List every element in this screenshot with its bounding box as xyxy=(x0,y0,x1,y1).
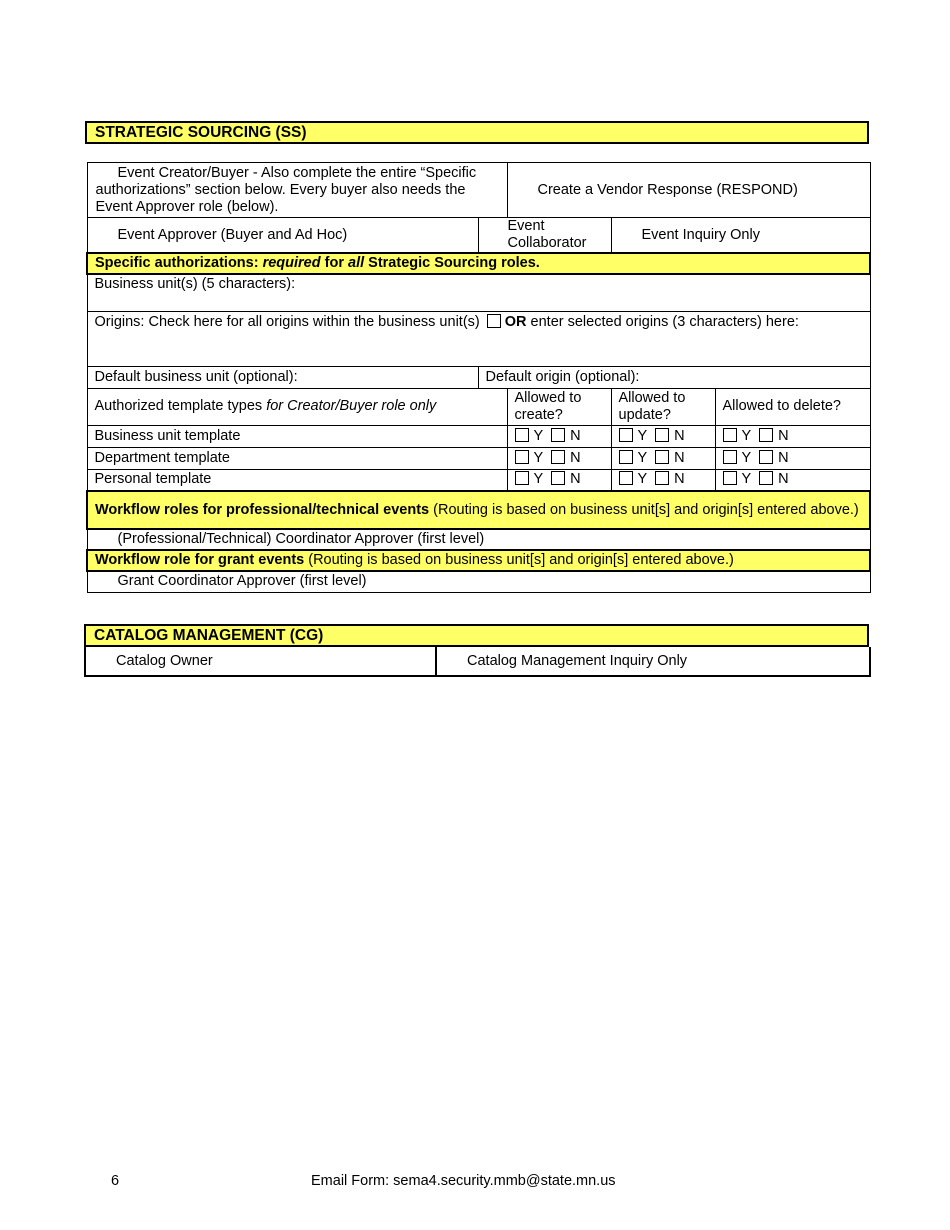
page-number: 6 xyxy=(111,1173,120,1189)
role-event-inquiry-only[interactable]: Event Inquiry Only xyxy=(611,218,870,254)
update-yn: Y N xyxy=(611,447,715,469)
create-no-checkbox[interactable] xyxy=(551,428,565,442)
update-yn: Y N xyxy=(611,469,715,491)
ss-section-header xyxy=(85,121,869,144)
delete-yes-checkbox[interactable] xyxy=(723,471,737,485)
update-no-checkbox[interactable] xyxy=(655,428,669,442)
delete-yn: Y N xyxy=(715,469,870,491)
cg-section-header xyxy=(84,624,869,647)
update-yes-checkbox[interactable] xyxy=(619,428,633,442)
cg-form-table xyxy=(84,647,871,677)
role-event-approver[interactable]: Event Approver (Buyer and Ad Hoc) xyxy=(87,218,478,254)
delete-yn: Y N xyxy=(715,425,870,447)
create-no-checkbox[interactable] xyxy=(551,471,565,485)
origins-field[interactable]: Origins: Check here for all origins within the business unit(s) OR enter selected origins (3 characters) here: xyxy=(87,311,870,366)
delete-yes-checkbox[interactable] xyxy=(723,450,737,464)
ss-section-title: STRATEGIC SOURCING (SS) xyxy=(95,124,307,141)
role-event-collaborator[interactable]: Event Collaborator xyxy=(478,218,611,254)
cg-section-title: CATALOG MANAGEMENT (CG) xyxy=(94,627,324,644)
role-catalog-owner[interactable]: Catalog Owner xyxy=(85,647,436,676)
default-origin-field[interactable]: Default origin (optional): xyxy=(478,366,870,388)
template-name: Business unit template xyxy=(87,425,507,447)
origins-label: Origins: Check here for all origins within the business unit(s) xyxy=(94,313,480,330)
delete-no-checkbox[interactable] xyxy=(759,428,773,442)
specific-authorizations-header: Specific authorizations: required for all Strategic Sourcing roles. xyxy=(87,253,870,274)
template-name: Department template xyxy=(87,447,507,469)
footer-email: Email Form: sema4.security.mmb@state.mn.us xyxy=(311,1173,616,1189)
create-yn: Y N xyxy=(507,425,611,447)
delete-no-checkbox[interactable] xyxy=(759,471,773,485)
table-row xyxy=(87,469,870,491)
create-yes-checkbox[interactable] xyxy=(515,471,529,485)
update-yes-checkbox[interactable] xyxy=(619,450,633,464)
allowed-create-header: Allowed to create? xyxy=(507,388,611,425)
allowed-update-header: Allowed to update? xyxy=(611,388,715,425)
role-grant-coordinator-approver[interactable]: Grant Coordinator Approver (first level) xyxy=(87,571,870,592)
role-create-vendor-response[interactable]: Create a Vendor Response (RESPOND) xyxy=(507,163,870,218)
role-catalog-inquiry-only[interactable]: Catalog Management Inquiry Only xyxy=(436,647,870,676)
update-yn: Y N xyxy=(611,425,715,447)
all-origins-checkbox[interactable] xyxy=(487,314,501,328)
delete-no-checkbox[interactable] xyxy=(759,450,773,464)
role-event-creator-buyer[interactable]: Event Creator/Buyer - Also complete the entire “Specific authorizations” section below. Every buyer also needs the Event Approver role (below). xyxy=(87,163,507,218)
delete-yn: Y N xyxy=(715,447,870,469)
template-types-header: Authorized template types for Creator/Buyer role only xyxy=(87,388,507,425)
default-business-unit-field[interactable]: Default business unit (optional): xyxy=(87,366,478,388)
business-units-label: Business unit(s) (5 characters): xyxy=(94,276,296,292)
create-yn: Y N xyxy=(507,447,611,469)
table-row xyxy=(87,425,870,447)
template-name: Personal template xyxy=(87,469,507,491)
create-no-checkbox[interactable] xyxy=(551,450,565,464)
workflow-pt-header: Workflow roles for professional/technical events (Routing is based on business unit[s] and origin[s] entered above.) xyxy=(87,491,870,529)
business-units-field[interactable] xyxy=(87,274,870,311)
allowed-delete-header: Allowed to delete? xyxy=(715,388,870,425)
create-yes-checkbox[interactable] xyxy=(515,450,529,464)
create-yes-checkbox[interactable] xyxy=(515,428,529,442)
role-pt-coordinator-approver[interactable]: (Professional/Technical) Coordinator Approver (first level) xyxy=(87,529,870,550)
delete-yes-checkbox[interactable] xyxy=(723,428,737,442)
update-no-checkbox[interactable] xyxy=(655,471,669,485)
update-no-checkbox[interactable] xyxy=(655,450,669,464)
table-row xyxy=(87,447,870,469)
create-yn: Y N xyxy=(507,469,611,491)
ss-form-table xyxy=(86,162,871,593)
update-yes-checkbox[interactable] xyxy=(619,471,633,485)
workflow-grant-header: Workflow role for grant events (Routing is based on business unit[s] and origin[s] entered above.) xyxy=(87,550,870,571)
